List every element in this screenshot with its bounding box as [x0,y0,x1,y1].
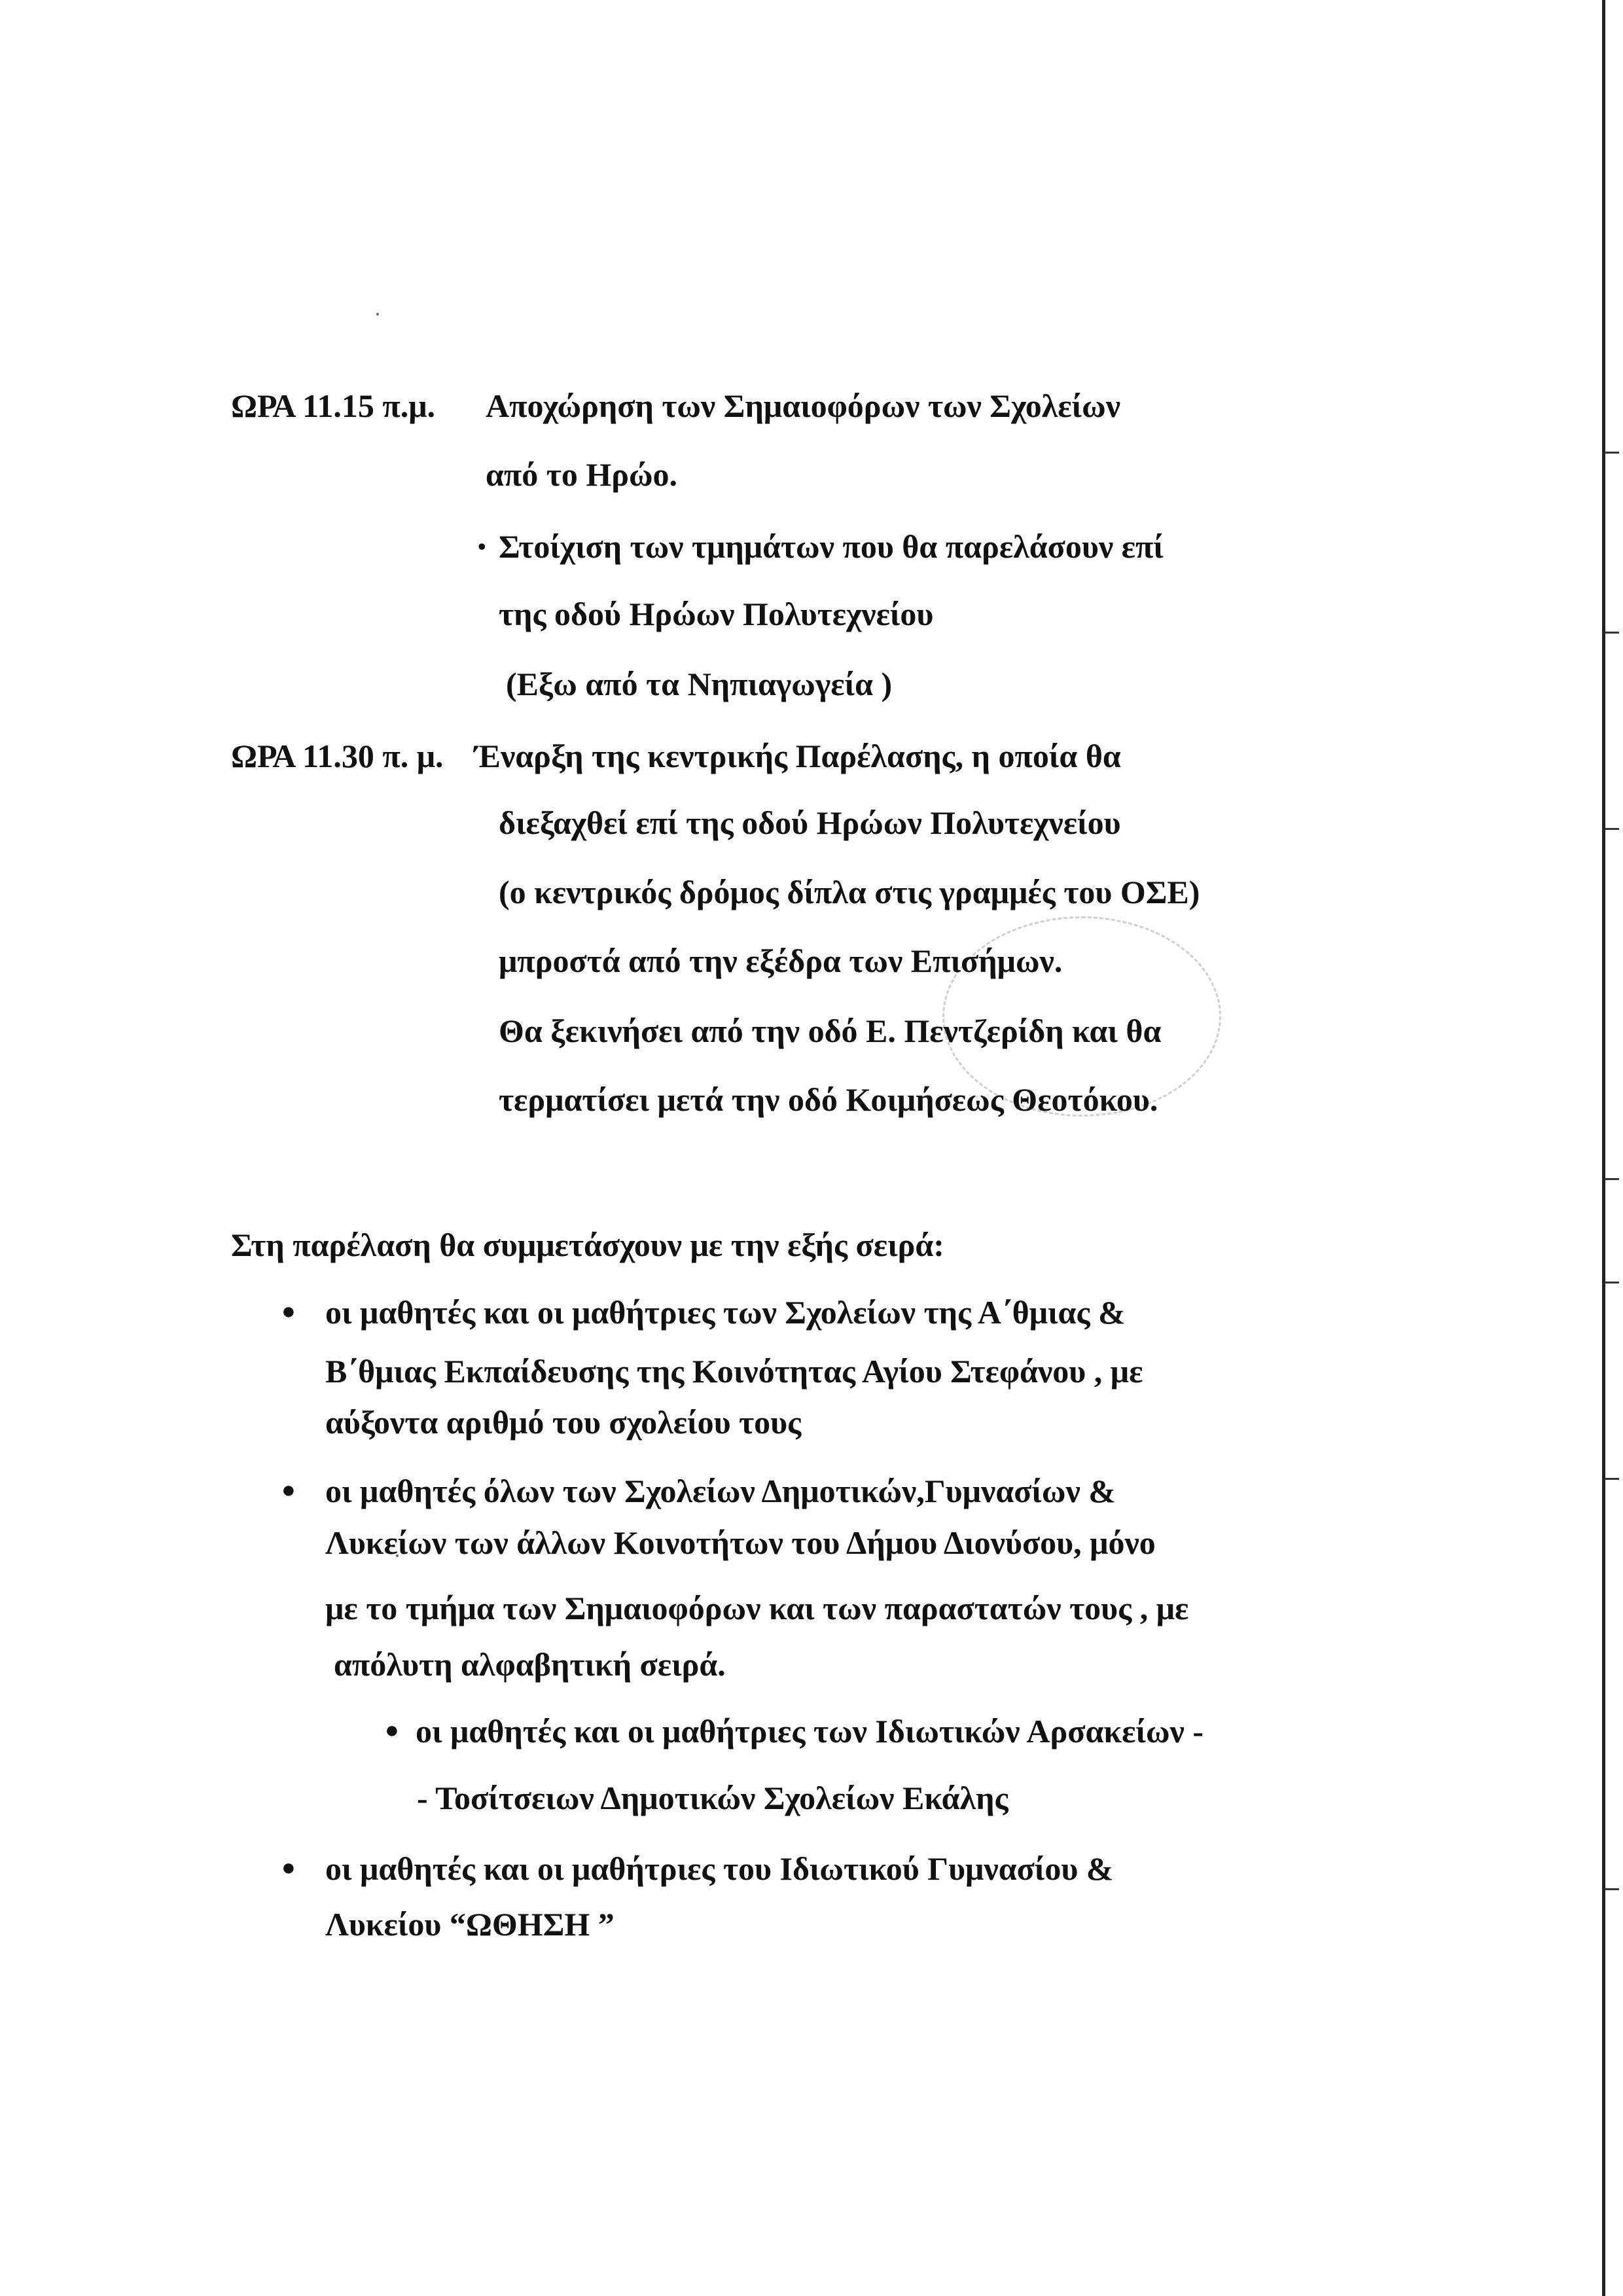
schedule-text-2: διεξαχθεί επί της οδού Ηρώων Πολυτεχνείου [499,804,1121,841]
schedule-text-1: από το Ηρώο. [486,456,678,493]
schedule-time-1: ΩΡΑ 11.15 π.μ. [231,387,436,424]
schedule-text-1: Αποχώρηση των Σημαιοφόρων των Σχολείων [486,387,1121,424]
schedule-text-2: τερματίσει μετά την οδό Κοιμήσεως Θεοτόκου. [499,1081,1158,1118]
participant-text: οι μαθητές όλων των Σχολείων Δημοτικών,Γυμνασίων & [325,1473,1116,1509]
edge-tick [1605,1178,1619,1180]
participant-text: απόλυτη αλφαβητική σειρά. [334,1646,726,1683]
schedule-time-2: ΩΡΑ 11.30 π. μ. [231,738,444,774]
participant-text: οι μαθητές και οι μαθήτριες των Σχολείων της Α΄θμιας & [325,1294,1126,1331]
participant-text: Λυκείου “ΩΘΗΣΗ ” [325,1906,615,1943]
bullet-dot-icon: ● [385,1717,399,1743]
schedule-text-2: Έναρξη της κεντρικής Παρέλασης, η οποία θα [474,738,1121,774]
edge-tick [1605,1282,1619,1283]
schedule-text-2: μπροστά από την εξέδρα των Επισήμων. [499,942,1063,979]
bullet-dot-icon: ● [281,1477,296,1503]
participant-text: οι μαθητές και οι μαθήτριες του Ιδιωτικού Γυμνασίου & [325,1850,1114,1887]
schedule-bullet-text: Στοίχιση των τμημάτων που θα παρελάσουν επί [499,528,1164,565]
schedule-bullet-text: (Εξω από τα Νηπιαγωγεία ) [506,666,893,702]
page-edge-rule [1602,0,1605,2296]
participant-text: οι μαθητές και οι μαθήτριες των Ιδιωτικών Αρσακείων - [416,1713,1204,1749]
edge-tick [1605,452,1619,454]
bullet-dot-icon: ● [281,1854,296,1880]
schedule-text-2: Θα ξεκινήσει από την οδό Ε. Πεντζερίδη και θα [499,1013,1162,1049]
edge-tick [1605,1888,1619,1890]
schedule-bullet-text: της οδού Ηρώων Πολυτεχνείου [499,596,934,632]
participant-text: Λυκείων των άλλων Κοινοτήτων του Δήμου Διονύσου, μόνο [325,1524,1156,1561]
bullet-dot-icon: • [478,533,486,560]
scan-speck [376,313,379,315]
participant-text: Β΄θμιας Εκπαίδευσης της Κοινότητας Αγίου Στεφάνου , με [325,1353,1143,1390]
schedule-text-2: (ο κεντρικός δρόμος δίπλα στις γραμμές του ΟΣΕ) [499,874,1200,910]
participation-intro: Στη παρέλαση θα συμμετάσχουν με την εξής σειρά: [231,1227,944,1263]
bullet-dot-icon: ● [281,1298,296,1324]
edge-tick [1605,828,1619,830]
participant-text: με το τμήμα των Σημαιοφόρων και των παραστατών τους , με [325,1590,1189,1626]
participant-text: αύξοντα αριθμό του σχολείου τους [325,1404,802,1441]
participant-text: - Τοσίτσειων Δημοτικών Σχολείων Εκάλης [417,1780,1008,1816]
edge-tick [1605,1478,1619,1480]
edge-tick [1605,632,1619,634]
